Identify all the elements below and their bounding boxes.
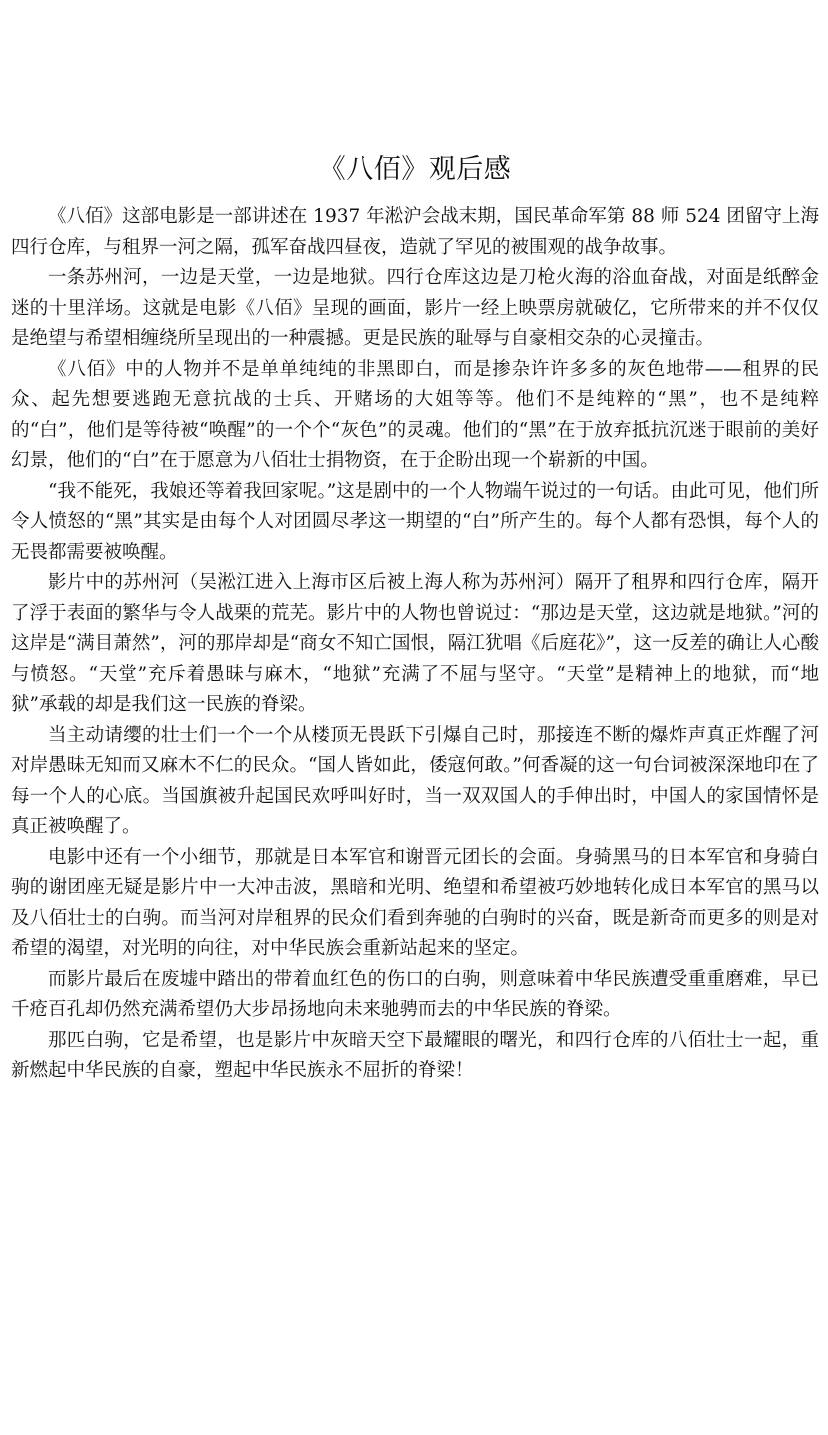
- paragraph: 影片中的苏州河（吴淞江进入上海市区后被上海人称为苏州河）隔开了租界和四行仓库，隔开了浮于表面的繁华与令人战栗的荒芜。影片中的人物也曾说过：“那边是天堂，这边就是地狱。”河的这岸是“满目萧然”，河的那岸却是“商女不知亡国恨，隔江犹唱《后庭花》”，这一反差的确让人心酸与愤怒。“天堂”充斥着愚昧与麻木，“地狱”充满了不屈与坚守。“天堂”是精神上的地狱，而“地狱”承载的却是我们这一民族的脊梁。: [11, 572, 819, 715]
- document-title: 《八佰》观后感: [318, 154, 512, 185]
- paragraph: 《八佰》这部电影是一部讲述在 1937 年淞沪会战末期，国民革命军第 88 师 524 团留守上海四行仓库，与租界一河之隔，孤军奋战四昼夜，造就了罕见的被围观的战争故事。: [11, 206, 819, 258]
- document-body: [11, 150, 819, 1087]
- paragraph: 电影中还有一个小细节，那就是日本军官和谢晋元团长的会面。身骑黑马的日本军官和身骑白驹的谢团座无疑是影片中一大冲击波，黑暗和光明、绝望和希望被巧妙地转化成日本军官的黑马以及八佰壮士的白驹。而当河对岸租界的民众们看到奔驰的白驹时的兴奋，既是新奇而更多的则是对希望的渴望，对光明的向往，对中华民族会重新站起来的坚定。: [11, 846, 819, 959]
- paragraph: 而影片最后在废墟中踏出的带着血红色的伤口的白驹，则意味着中华民族遭受重重磨难，早已千疮百孔却仍然充满希望仍大步昂扬地向未来驰骋而去的中华民族的脊梁。: [11, 968, 819, 1020]
- paragraph: 一条苏州河，一边是天堂，一边是地狱。四行仓库这边是刀枪火海的浴血奋战，对面是纸醉金迷的十里洋场。这就是电影《八佰》呈现的画面，影片一经上映票房就破亿，它所带来的并不仅仅是绝望与希望相缠绕所呈现出的一种震撼。更是民族的耻辱与自豪相交杂的心灵撞击。: [11, 267, 819, 349]
- paragraph: “我不能死，我娘还等着我回家呢。”这是剧中的一个人物端午说过的一句话。由此可见，他们所令人愤怒的“黑”其实是由每个人对团圆尽孝这一期望的“白”所产生的。每个人都有恐惧，每个人的无畏都需要被唤醒。: [11, 480, 819, 563]
- paragraph: 那匹白驹，它是希望，也是影片中灰暗天空下最耀眼的曙光，和四行仓库的八佰壮士一起，重新燃起中华民族的自豪，塑起中华民族永不屈折的脊梁！: [11, 1029, 819, 1081]
- paragraph: 当主动请缨的壮士们一个一个从楼顶无畏跃下引爆自己时，那接连不断的爆炸声真正炸醒了河对岸愚昧无知而又麻木不仁的民众。“国人皆如此，倭寇何敢。”何香凝的这一句台词被深深地印在了每一个人的心底。当国旗被升起国民欢呼叫好时，当一双双国人的手伸出时，中国人的家国情怀是真正被唤醒了。: [11, 724, 819, 837]
- paragraph: 《八佰》中的人物并不是单单纯纯的非黑即白，而是掺杂许许多多的灰色地带——租界的民众、起先想要逃跑无意抗战的士兵、开赌场的大姐等等。他们不是纯粹的“黑”，也不是纯粹的“白”，他们是等待被“唤醒”的一个个“灰色”的灵魂。他们的“黑”在于放弃抵抗沉迷于眼前的美好幻景，他们的“白”在于愿意为八佰壮士捐物资，在于企盼出现一个崭新的中国。: [11, 358, 819, 471]
